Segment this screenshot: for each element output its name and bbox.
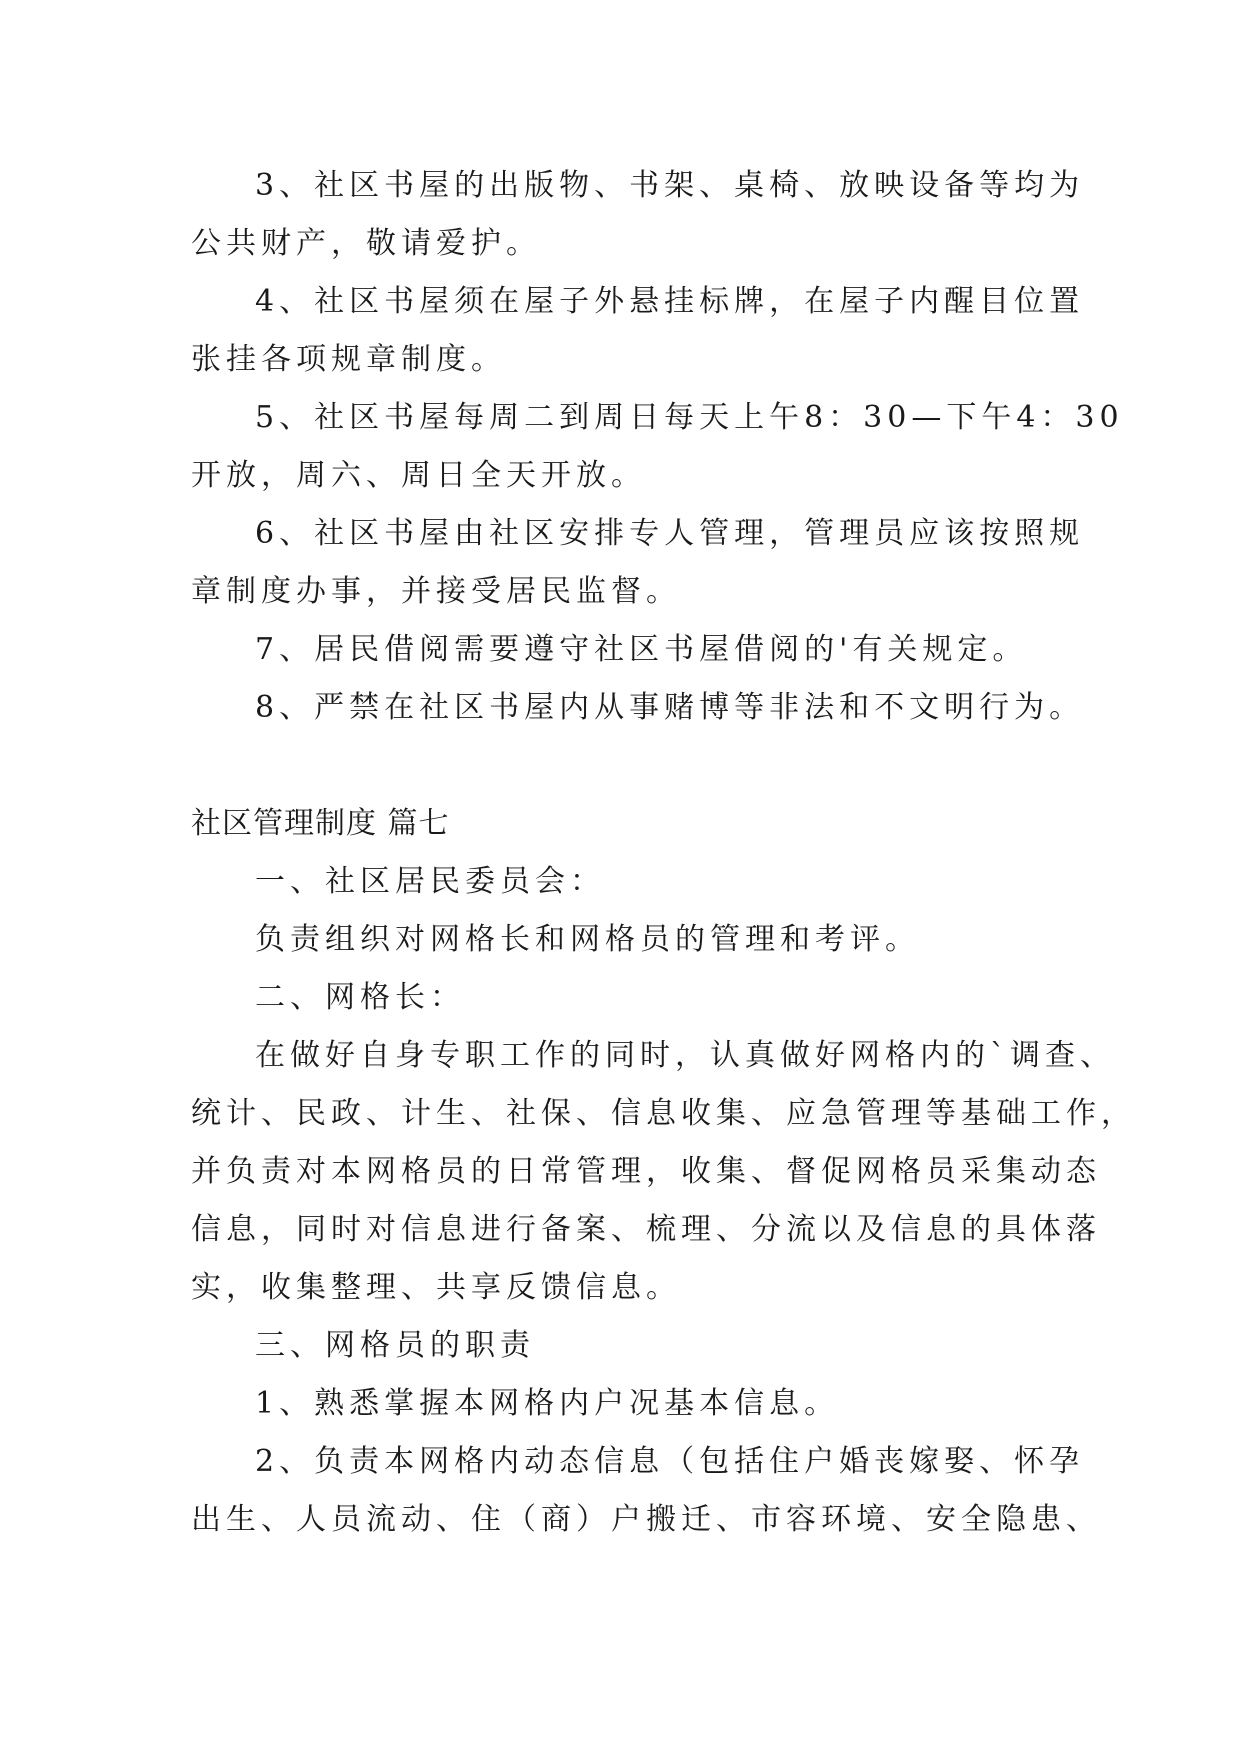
text-line: 张挂各项规章制度。	[191, 342, 506, 377]
text-line: 公共财产，敬请爱护。	[191, 226, 541, 261]
text-line: 信息，同时对信息进行备案、梳理、分流以及信息的具体落	[191, 1212, 1101, 1247]
text-line: 4、社区书屋须在屋子外悬挂标牌，在屋子内醒目位置	[255, 284, 1085, 319]
text-line: 8、严禁在社区书屋内从事赌博等非法和不文明行为。	[255, 690, 1085, 725]
text-line: 统计、民政、计生、社保、信息收集、应急管理等基础工作，	[191, 1096, 1136, 1131]
text-line: 二、网格长：	[255, 980, 465, 1015]
text-line: 2、负责本网格内动态信息（包括住户婚丧嫁娶、怀孕	[255, 1444, 1085, 1479]
text-line: 并负责对本网格员的日常管理，收集、督促网格员采集动态	[191, 1154, 1101, 1189]
text-line: 章制度办事，并接受居民监督。	[191, 574, 681, 609]
text-line: 7、居民借阅需要遵守社区书屋借阅的'有关规定。	[255, 632, 1028, 667]
text-line: 6、社区书屋由社区安排专人管理，管理员应该按照规	[255, 516, 1085, 551]
section-title: 社区管理制度 篇七	[191, 806, 450, 841]
text-line: 1、熟悉掌握本网格内户况基本信息。	[255, 1386, 840, 1421]
text-line: 5、社区书屋每周二到周日每天上午8：30—下午4：30	[255, 400, 1124, 435]
text-line: 一、社区居民委员会：	[255, 864, 605, 899]
text-line: 三、网格员的职责	[255, 1328, 535, 1363]
text-line: 出生、人员流动、住（商）户搬迁、市容环境、安全隐患、	[191, 1502, 1101, 1537]
text-line: 负责组织对网格长和网格员的管理和考评。	[255, 922, 920, 957]
text-line: 开放，周六、周日全天开放。	[191, 458, 646, 493]
text-line: 实，收集整理、共享反馈信息。	[191, 1270, 681, 1305]
text-line: 在做好自身专职工作的同时，认真做好网格内的`调查、	[255, 1038, 1115, 1073]
text-line: 3、社区书屋的出版物、书架、桌椅、放映设备等均为	[255, 168, 1085, 203]
